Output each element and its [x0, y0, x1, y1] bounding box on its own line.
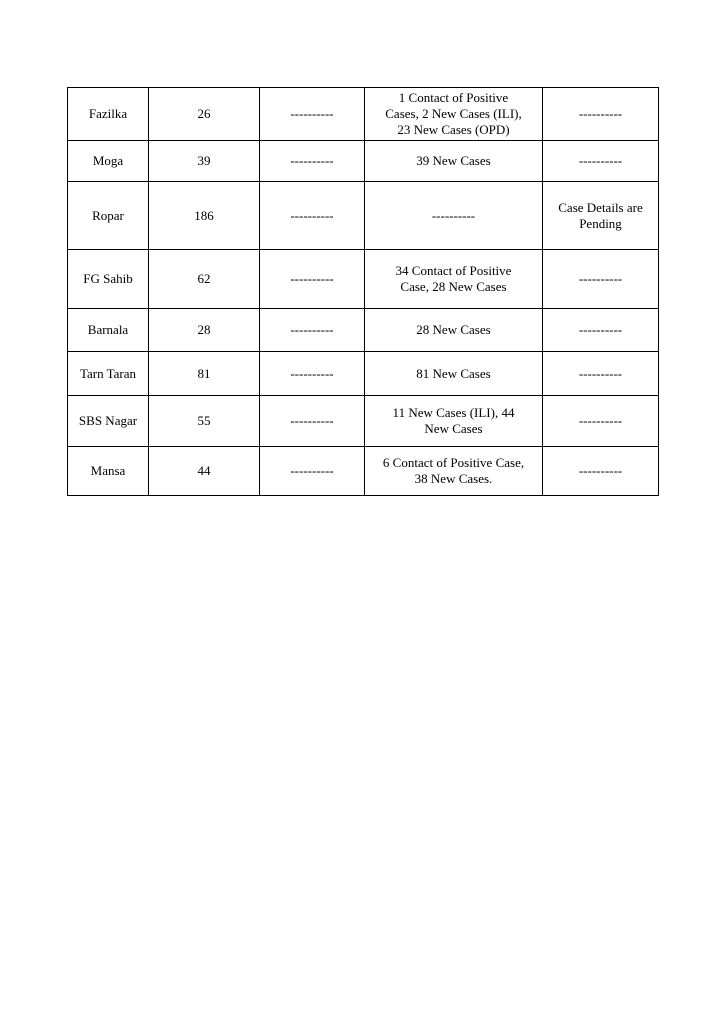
remarks-cell: ---------- [543, 309, 659, 352]
table-row [68, 396, 659, 447]
blank-cell: ---------- [260, 447, 365, 496]
remarks-cell: Case Details are Pending [543, 182, 659, 250]
remarks-cell: ---------- [543, 88, 659, 141]
table-row [68, 309, 659, 352]
district-cell: SBS Nagar [68, 396, 149, 447]
district-cell: Barnala [68, 309, 149, 352]
table-row [68, 182, 659, 250]
blank-cell: ---------- [260, 182, 365, 250]
table-row [68, 352, 659, 396]
blank-cell: ---------- [260, 141, 365, 182]
count-cell: 39 [149, 141, 260, 182]
blank-cell: ---------- [260, 396, 365, 447]
details-cell: 1 Contact of Positive Cases, 2 New Cases (ILI), 23 New Cases (OPD) [365, 88, 543, 141]
table-row [68, 250, 659, 309]
district-cell: FG Sahib [68, 250, 149, 309]
count-cell: 62 [149, 250, 260, 309]
count-cell: 26 [149, 88, 260, 141]
remarks-cell: ---------- [543, 396, 659, 447]
remarks-cell: ---------- [543, 250, 659, 309]
details-cell: 6 Contact of Positive Case, 38 New Cases. [365, 447, 543, 496]
count-cell: 81 [149, 352, 260, 396]
remarks-cell: ---------- [543, 141, 659, 182]
details-cell: 34 Contact of Positive Case, 28 New Cases [365, 250, 543, 309]
district-cell: Fazilka [68, 88, 149, 141]
details-cell: 28 New Cases [365, 309, 543, 352]
district-cases-table [67, 87, 659, 496]
remarks-cell: ---------- [543, 352, 659, 396]
blank-cell: ---------- [260, 352, 365, 396]
count-cell: 55 [149, 396, 260, 447]
district-cell: Tarn Taran [68, 352, 149, 396]
district-cell: Ropar [68, 182, 149, 250]
remarks-cell: ---------- [543, 447, 659, 496]
count-cell: 186 [149, 182, 260, 250]
district-cell: Moga [68, 141, 149, 182]
details-cell: 11 New Cases (ILI), 44 New Cases [365, 396, 543, 447]
details-cell: ---------- [365, 182, 543, 250]
details-cell: 81 New Cases [365, 352, 543, 396]
details-cell: 39 New Cases [365, 141, 543, 182]
table-row [68, 141, 659, 182]
table-row [68, 88, 659, 141]
count-cell: 44 [149, 447, 260, 496]
blank-cell: ---------- [260, 88, 365, 141]
blank-cell: ---------- [260, 250, 365, 309]
district-cell: Mansa [68, 447, 149, 496]
count-cell: 28 [149, 309, 260, 352]
blank-cell: ---------- [260, 309, 365, 352]
table-row [68, 447, 659, 496]
